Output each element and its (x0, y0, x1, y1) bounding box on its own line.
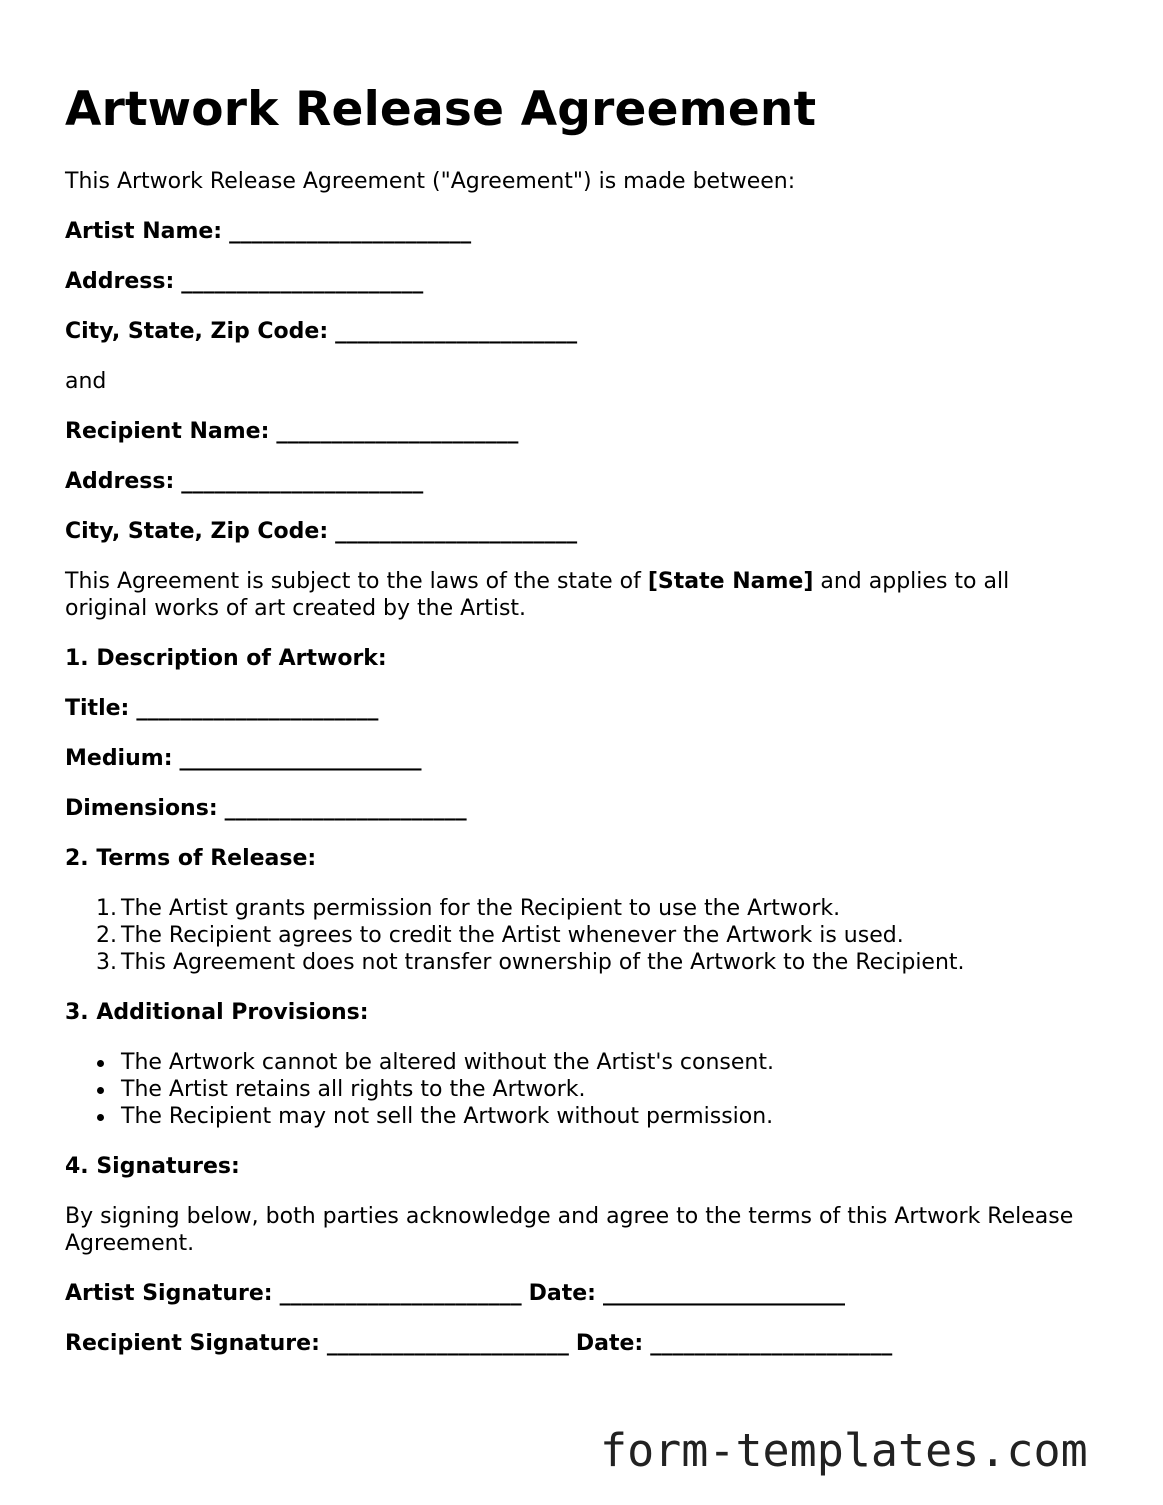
artist-signature-blank: ______________________ (279, 1281, 522, 1306)
list-item (65, 895, 965, 922)
list-item-text: This Agreement does not transfer ownership of the Artwork to the Recipient. (121, 950, 965, 975)
law-text-before: This Agreement is subject to the laws of the state of (65, 569, 648, 594)
list-item-text: The Artist grants permission for the Recipient to use the Artwork. (121, 896, 841, 921)
list-item (65, 1076, 774, 1103)
footer-watermark: form-templates.com (600, 1424, 1088, 1477)
provisions-list (65, 1049, 774, 1130)
list-item-text: The Recipient agrees to credit the Artist whenever the Artwork is used. (121, 923, 904, 948)
list-item-text: The Recipient may not sell the Artwork without permission. (121, 1104, 774, 1129)
artist-address-blank: ______________________ (181, 269, 424, 294)
recipient-city-blank: ______________________ (335, 519, 578, 544)
artist-address-field (65, 268, 423, 295)
artist-signature-line (65, 1280, 845, 1307)
list-item-text: The Artwork cannot be altered without the Artist's consent. (121, 1050, 774, 1075)
list-item (65, 1103, 774, 1130)
section-4-heading: 4. Signatures: (65, 1154, 240, 1179)
section-2-heading: 2. Terms of Release: (65, 846, 317, 871)
section-3-heading: 3. Additional Provisions: (65, 1000, 369, 1025)
list-item-text: The Artist retains all rights to the Artwork. (121, 1077, 586, 1102)
list-item (65, 922, 965, 949)
recipient-signature-label: Recipient Signature: (65, 1331, 320, 1356)
list-item-number: 1. (96, 896, 117, 921)
recipient-signature-line (65, 1330, 892, 1357)
artwork-dimensions-label: Dimensions: (65, 796, 218, 821)
recipient-city-label: City, State, Zip Code: (65, 519, 329, 544)
law-text-after: and applies to all original works of art created by the Artist. (65, 569, 1010, 621)
artist-date-blank: ______________________ (602, 1281, 845, 1306)
bullet-icon (97, 1114, 104, 1121)
artwork-title-label: Title: (65, 696, 130, 721)
bullet-icon (97, 1087, 104, 1094)
artist-signature-label: Artist Signature: (65, 1281, 273, 1306)
recipient-city-field (65, 518, 577, 545)
bullet-icon (97, 1060, 104, 1067)
recipient-name-blank: ______________________ (276, 419, 519, 444)
recipient-name-label: Recipient Name: (65, 419, 270, 444)
artwork-medium-field (65, 745, 422, 772)
recipient-date-label: Date: (575, 1331, 644, 1356)
artwork-dimensions-field (65, 795, 467, 822)
artist-name-label: Artist Name: (65, 219, 223, 244)
list-item (65, 949, 965, 976)
recipient-address-label: Address: (65, 469, 175, 494)
artist-city-blank: ______________________ (335, 319, 578, 344)
artwork-medium-blank: ______________________ (179, 746, 422, 771)
governing-law-paragraph (65, 568, 1075, 622)
artwork-medium-label: Medium: (65, 746, 173, 771)
and-text: and (65, 369, 107, 394)
artist-name-blank: ______________________ (229, 219, 472, 244)
recipient-signature-blank: ______________________ (326, 1331, 569, 1356)
artist-name-field (65, 218, 471, 245)
section-1-heading: 1. Description of Artwork: (65, 646, 387, 671)
list-item-number: 3. (96, 950, 117, 975)
artist-date-label: Date: (528, 1281, 596, 1306)
artist-address-label: Address: (65, 269, 175, 294)
recipient-name-field (65, 418, 518, 445)
recipient-address-field (65, 468, 423, 495)
signatures-paragraph: By signing below, both parties acknowledge and agree to the terms of this Artwork Release Agreement. (65, 1204, 1074, 1256)
list-item-number: 2. (96, 923, 117, 948)
list-item (65, 1049, 774, 1076)
recipient-date-blank: ______________________ (650, 1331, 893, 1356)
artwork-title-blank: ______________________ (136, 696, 379, 721)
document-title: Artwork Release Agreement (65, 82, 817, 137)
artwork-dimensions-blank: ______________________ (224, 796, 467, 821)
artist-city-label: City, State, Zip Code: (65, 319, 329, 344)
artist-city-field (65, 318, 577, 345)
state-name-placeholder: [State Name] (647, 569, 814, 594)
recipient-address-blank: ______________________ (181, 469, 424, 494)
intro-text: This Artwork Release Agreement ("Agreement") is made between: (65, 169, 796, 194)
terms-list (65, 895, 965, 976)
artwork-title-field (65, 695, 378, 722)
